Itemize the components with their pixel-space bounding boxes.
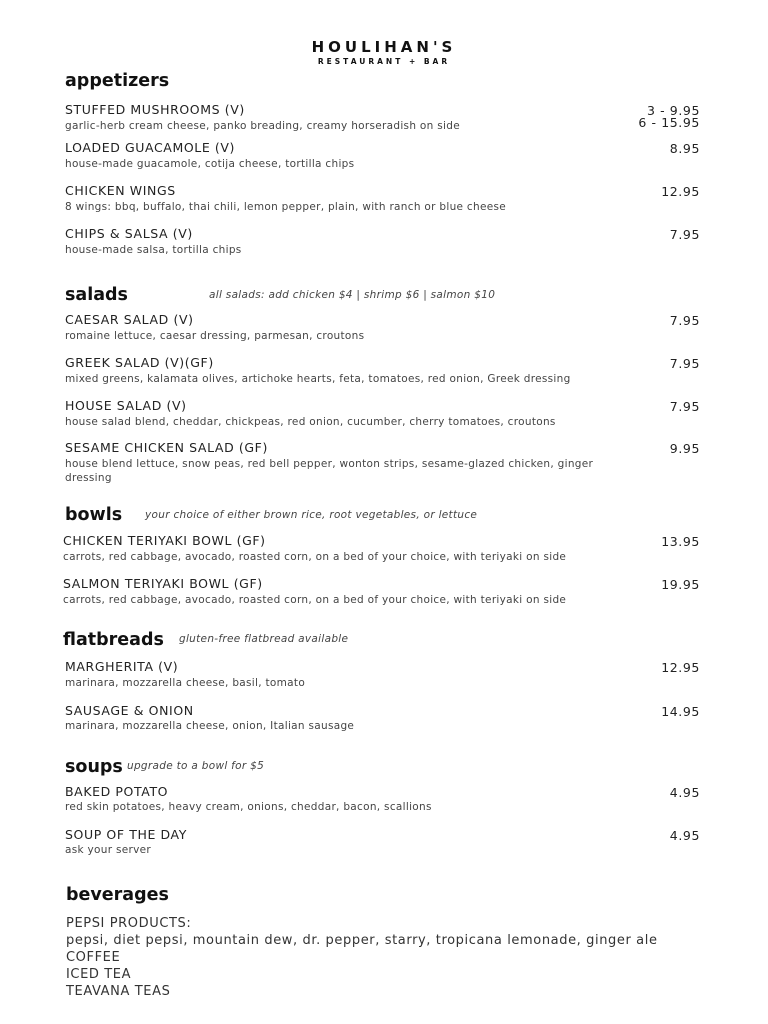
item-description: carrots, red cabbage, avocado, roasted corn, on a bed of your choice, with teriyaki on side [63,551,567,563]
item-name: LOADED GUACAMOLE (V) [65,140,236,155]
item-name: STUFFED MUSHROOMS (V) [65,102,245,117]
section-title-flatbreads: flatbreads [63,630,164,650]
item-name: BAKED POTATO [65,784,169,799]
item-price: 13.95 [661,534,700,549]
item-name: CAESAR SALAD (V) [65,312,194,327]
beverage-line: TEAVANA TEAS [66,984,171,999]
item-price-large: 6 - 15.95 [638,115,700,130]
beverage-line: PEPSI PRODUCTS: [66,916,192,931]
item-description: mixed greens, kalamata olives, artichoke hearts, feta, tomatoes, red onion, Greek dressing [65,373,571,385]
restaurant-subtitle: RESTAURANT + BAR [317,57,451,66]
item-price: 7.95 [669,227,700,242]
item-name: MARGHERITA (V) [65,659,179,674]
item-price: 4.95 [669,828,700,843]
item-description: garlic-herb cream cheese, panko breading, creamy horseradish on side [65,120,460,132]
item-price: 3 - 9.95 [646,103,700,118]
item-price: 8.95 [669,141,700,156]
item-name: CHIPS & SALSA (V) [65,226,193,241]
section-note-salads: all salads: add chicken $4 | shrimp $6 | salmon $10 [209,289,496,301]
item-price: 7.95 [669,399,700,414]
section-title-appetizers: appetizers [65,71,170,91]
beverage-line: pepsi, diet pepsi, mountain dew, dr. pepper, starry, tropicana lemonade, ginger ale [66,933,658,948]
item-price: 12.95 [661,184,700,199]
restaurant-name: HOULIHAN'S [311,38,457,56]
section-title-beverages: beverages [66,885,169,905]
section-note-flatbreads: gluten-free flatbread available [179,633,349,645]
item-name: HOUSE SALAD (V) [65,398,187,413]
item-price: 7.95 [669,313,700,328]
item-name: SALMON TERIYAKI BOWL (GF) [63,576,263,591]
item-description: house-made guacamole, cotija cheese, tortilla chips [65,158,355,170]
item-description: marinara, mozzarella cheese, basil, tomato [65,677,306,689]
section-title-bowls: bowls [65,505,123,525]
item-name: SESAME CHICKEN SALAD (GF) [65,440,268,455]
restaurant-logo [0,38,768,67]
item-description: marinara, mozzarella cheese, onion, Italian sausage [65,720,355,732]
section-title-soups: soups [65,757,123,777]
item-price: 4.95 [669,785,700,800]
item-description: 8 wings: bbq, buffalo, thai chili, lemon pepper, plain, with ranch or blue cheese [65,201,507,213]
item-price: 19.95 [661,577,700,592]
item-description: ask your server [65,844,152,856]
item-name: SOUP OF THE DAY [65,827,187,842]
item-name: SAUSAGE & ONION [65,703,194,718]
item-description: red skin potatoes, heavy cream, onions, cheddar, bacon, scallions [65,801,432,813]
beverage-line: COFFEE [66,950,121,965]
section-title-salads: salads [65,285,128,305]
beverage-line: ICED TEA [66,967,132,982]
item-name: CHICKEN WINGS [65,183,176,198]
item-price: 14.95 [661,704,700,719]
item-description: house-made salsa, tortilla chips [65,244,242,256]
item-description: house blend lettuce, snow peas, red bell pepper, wonton strips, sesame-glazed chicken, ginger dressing [65,458,594,484]
item-description: romaine lettuce, caesar dressing, parmesan, croutons [65,330,365,342]
section-note-soups: upgrade to a bowl for $5 [127,760,265,772]
item-description: carrots, red cabbage, avocado, roasted corn, on a bed of your choice, with teriyaki on side [63,594,567,606]
item-price: 12.95 [661,660,700,675]
item-name: GREEK SALAD (V)(GF) [65,355,214,370]
item-name: CHICKEN TERIYAKI BOWL (GF) [63,533,266,548]
item-price: 9.95 [669,441,700,456]
item-description: house salad blend, cheddar, chickpeas, red onion, cucumber, cherry tomatoes, croutons [65,416,556,428]
section-note-bowls: your choice of either brown rice, root vegetables, or lettuce [145,509,478,521]
item-price: 7.95 [669,356,700,371]
